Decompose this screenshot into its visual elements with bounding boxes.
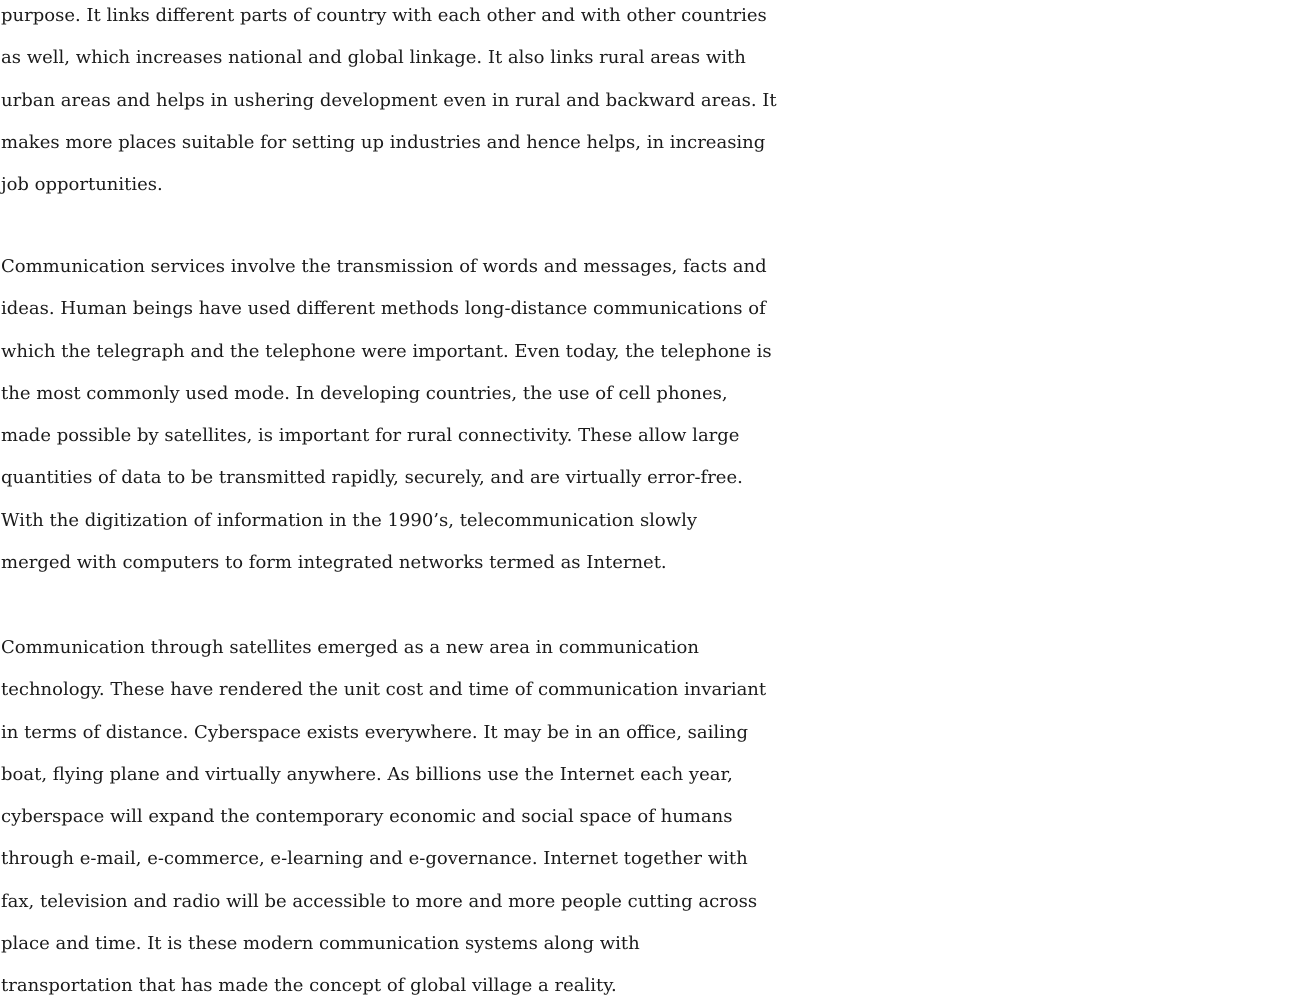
text-line: cyberspace will expand the contemporary economic and social space of humans: [1, 806, 733, 828]
text-line: Communication services involve the transmission of words and messages, facts and: [1, 256, 767, 277]
text-line: makes more places suitable for setting up industries and hence helps, in increasing: [1, 131, 766, 153]
text-line: fax, television and radio will be accessible to more and more people cutting across: [1, 890, 758, 912]
text-line: transportation that has made the concept of global village a reality.: [1, 975, 617, 997]
text-line: made possible by satellites, is important for rural connectivity. These allow large: [1, 425, 740, 447]
text-line: boat, flying plane and virtually anywhere. As billions use the Internet each year,: [1, 763, 733, 785]
text-line: merged with computers to form integrated networks termed as Internet.: [1, 552, 667, 574]
text-line: job opportunities.: [1, 174, 163, 196]
text-line: in terms of distance. Cyberspace exists everywhere. It may be in an office, sailing: [1, 721, 748, 743]
text-line: through e-mail, e-commerce, e-learning and e-governance. Internet together with: [1, 848, 748, 870]
text-line: purpose. It links different parts of country with each other and with other countries: [1, 5, 767, 26]
text-line: Communication through satellites emerged as a new area in communication: [1, 637, 699, 658]
paragraph-communication-services: [0, 246, 1294, 584]
paragraph-satellite-communication: [0, 627, 1294, 1007]
paragraph-transport-linkage: [0, 0, 1294, 206]
text-line: the most commonly used mode. In developing countries, the use of cell phones,: [1, 382, 728, 404]
text-line: as well, which increases national and global linkage. It also links rural areas with: [1, 47, 746, 69]
text-line: With the digitization of information in the 1990’s, telecommunication slowly: [1, 509, 698, 531]
text-line: which the telegraph and the telephone were important. Even today, the telephone is: [1, 340, 772, 362]
text-line: ideas. Human beings have used different methods long-distance communications of: [1, 298, 766, 320]
text-line: place and time. It is these modern communication systems along with: [1, 933, 640, 955]
text-line: urban areas and helps in ushering development even in rural and backward areas. It: [1, 89, 777, 111]
text-line: technology. These have rendered the unit cost and time of communication invariant: [1, 679, 767, 701]
text-line: quantities of data to be transmitted rapidly, securely, and are virtually error-free.: [1, 467, 743, 489]
